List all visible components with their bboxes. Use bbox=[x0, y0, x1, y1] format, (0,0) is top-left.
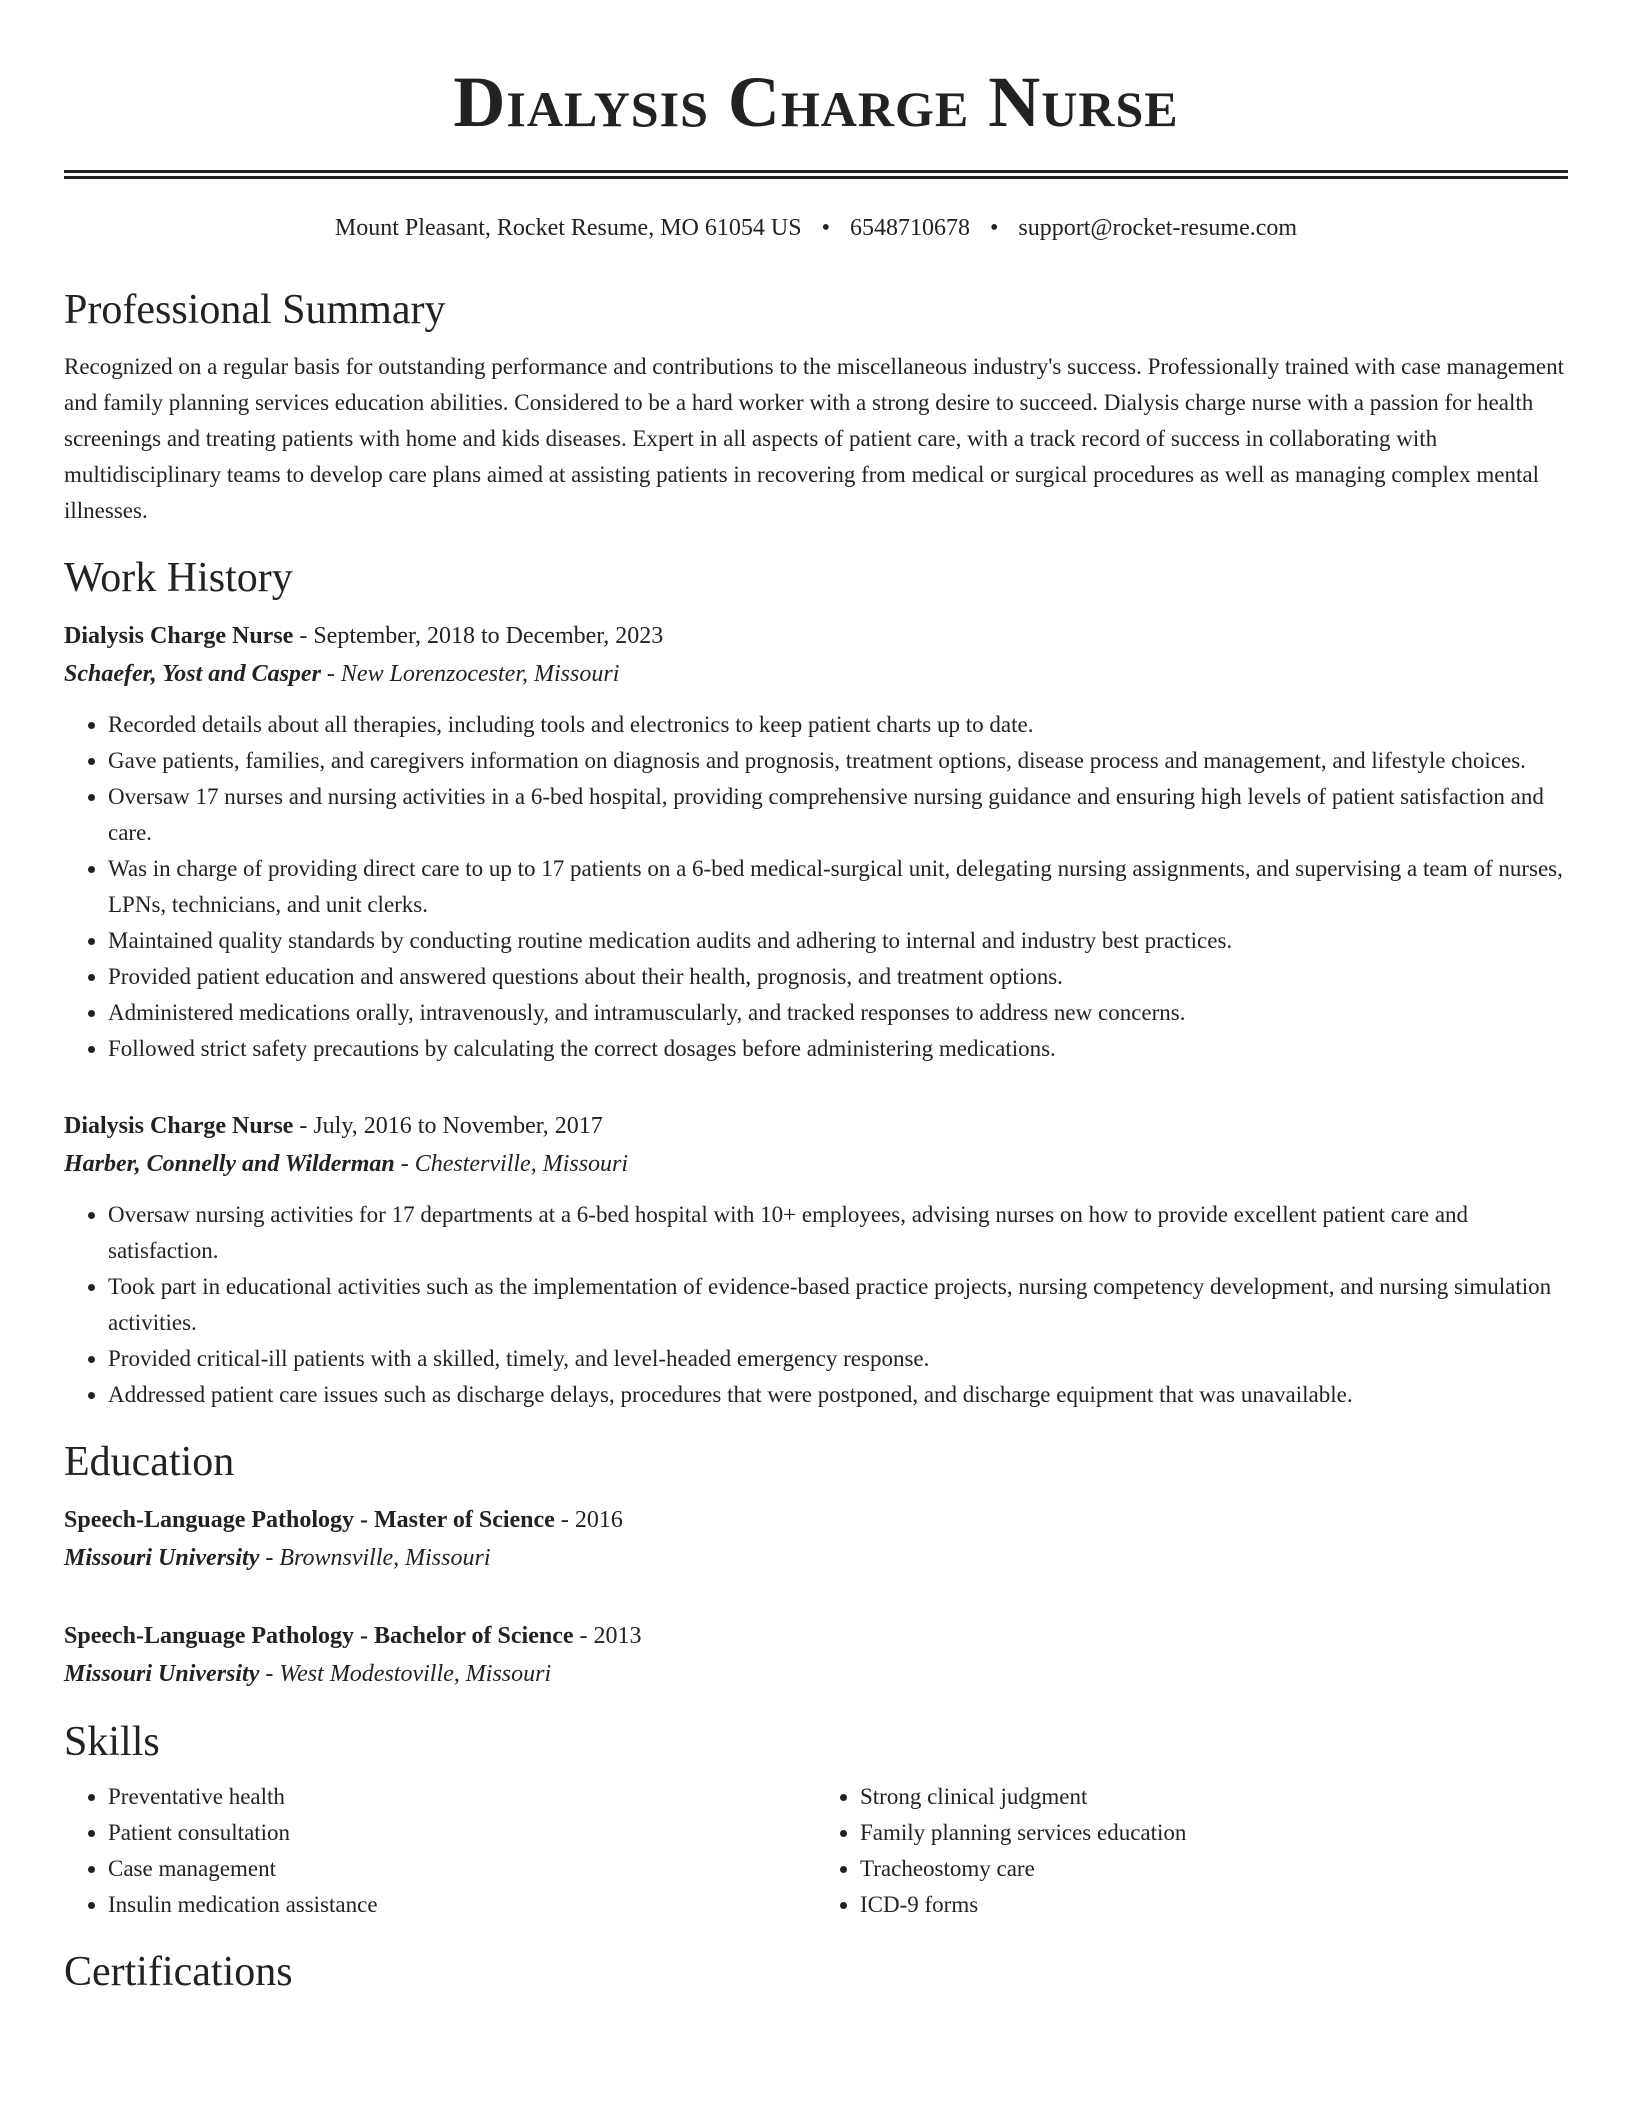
header-divider bbox=[64, 170, 1568, 179]
job-duty: • Followed strict safety precautions by calculating the correct dosages before administering medications. bbox=[108, 1031, 1568, 1067]
summary-heading: Professional Summary bbox=[64, 287, 446, 333]
job-title: Dialysis Charge Nurse bbox=[64, 1113, 294, 1139]
degree-year: - 2016 bbox=[554, 1507, 623, 1533]
job-employer: Schaefer, Yost and Casper bbox=[64, 661, 321, 687]
school-name: Missouri University bbox=[64, 1661, 260, 1687]
certifications-heading: Certifications bbox=[64, 1949, 293, 1995]
job-entry bbox=[64, 617, 1568, 1067]
job-title: Dialysis Charge Nurse bbox=[64, 623, 294, 649]
contact-phone: 6548710678 bbox=[849, 215, 970, 241]
skills-list-right bbox=[816, 1779, 1568, 1923]
skills-grid bbox=[64, 1779, 1568, 1923]
summary-text: Recognized on a regular basis for outstanding performance and contributions to the miscellaneous industry's success. Professionally trained with case management and family planning services education abilities. Considered to be a hard worker with a strong desire to succeed. Dialysis charge nurse with a passion for health screenings and treating patients with home and kids diseases. Expert in all aspects of patient care, with a track record of success in collaborating with multidisciplinary teams to develop care plans aimed at assisting patients in recovering from medical or surgical procedures as well as managing complex mental illnesses. bbox=[64, 354, 1565, 523]
certifications-section bbox=[64, 1947, 1568, 1997]
contact-address: Mount Pleasant, Rocket Resume, MO 61054 US bbox=[334, 215, 802, 241]
job-location: - New Lorenzocester, Missouri bbox=[320, 661, 620, 687]
job-duty: • Provided patient education and answered questions about their health, prognosis, and treatment options. bbox=[108, 959, 1568, 995]
education-entry bbox=[64, 1501, 1568, 1577]
skill-item: • Family planning services education bbox=[860, 1815, 1568, 1851]
contact-separator: • bbox=[989, 215, 999, 241]
job-duty: • Took part in educational activities such as the implementation of evidence-based practice projects, nursing competency development, and nursing simulation activities. bbox=[108, 1269, 1568, 1341]
work-history-section bbox=[64, 553, 1568, 1413]
job-employer-line bbox=[64, 1145, 1568, 1183]
job-duty: • Gave patients, families, and caregivers information on diagnosis and prognosis, treatment options, disease process and management, and lifestyle choices. bbox=[108, 743, 1568, 779]
skills-section bbox=[64, 1717, 1568, 1923]
job-dates: - September, 2018 to December, 2023 bbox=[293, 623, 664, 649]
skill-item: • Tracheostomy care bbox=[860, 1851, 1568, 1887]
job-duties-list bbox=[64, 707, 1568, 1067]
education-entry bbox=[64, 1617, 1568, 1693]
job-entry bbox=[64, 1107, 1568, 1413]
contact-separator: • bbox=[821, 215, 830, 241]
skill-item: • Preventative health bbox=[108, 1779, 816, 1815]
job-duty: • Maintained quality standards by conducting routine medication audits and adhering to internal and industry best practices. bbox=[108, 923, 1568, 959]
school-line bbox=[64, 1655, 1568, 1693]
work-history-heading: Work History bbox=[64, 555, 293, 601]
skill-item: • Patient consultation bbox=[108, 1815, 816, 1851]
job-title-line bbox=[64, 1107, 1568, 1145]
job-duty: • Oversaw 17 nurses and nursing activities in a 6-bed hospital, providing comprehensive nursing guidance and ensuring high levels of patient satisfaction and care. bbox=[108, 779, 1568, 851]
contact-email: support@rocket-resume.com bbox=[1018, 215, 1298, 241]
job-employer-line bbox=[64, 655, 1568, 693]
job-duties-list bbox=[64, 1197, 1568, 1413]
skill-item: • Case management bbox=[108, 1851, 816, 1887]
degree-line bbox=[64, 1617, 1568, 1655]
school-location: - West Modestoville, Missouri bbox=[259, 1661, 552, 1687]
degree-line bbox=[64, 1501, 1568, 1539]
summary-section bbox=[64, 285, 1568, 529]
skill-item: • Insulin medication assistance bbox=[108, 1887, 816, 1923]
job-dates: - July, 2016 to November, 2017 bbox=[293, 1113, 603, 1139]
degree-title: Speech-Language Pathology - Bachelor of Science bbox=[64, 1623, 574, 1649]
skill-item: • ICD-9 forms bbox=[860, 1887, 1568, 1923]
job-duty: • Was in charge of providing direct care to up to 17 patients on a 6-bed medical-surgical unit, delegating nursing assignments, and supervising a team of nurses, LPNs, technicians, and unit clerks. bbox=[108, 851, 1568, 923]
job-title-line bbox=[64, 617, 1568, 655]
degree-title: Speech-Language Pathology - Master of Science bbox=[64, 1507, 555, 1533]
school-location: - Brownsville, Missouri bbox=[259, 1545, 491, 1571]
job-duty: • Administered medications orally, intravenously, and intramuscularly, and tracked responses to address new concerns. bbox=[108, 995, 1568, 1031]
job-location: - Chesterville, Missouri bbox=[394, 1151, 629, 1177]
school-line bbox=[64, 1539, 1568, 1577]
job-duty: • Addressed patient care issues such as discharge delays, procedures that were postponed, and discharge equipment that was unavailable. bbox=[108, 1377, 1568, 1413]
job-employer: Harber, Connelly and Wilderman bbox=[64, 1151, 395, 1177]
skills-list-left bbox=[64, 1779, 816, 1923]
degree-year: - 2013 bbox=[573, 1623, 642, 1649]
job-duty: • Recorded details about all therapies, including tools and electronics to keep patient charts up to date. bbox=[108, 707, 1568, 743]
school-name: Missouri University bbox=[64, 1545, 260, 1571]
job-duty: • Provided critical-ill patients with a skilled, timely, and level-headed emergency response. bbox=[108, 1341, 1568, 1377]
skill-item: • Strong clinical judgment bbox=[860, 1779, 1568, 1815]
contact-line bbox=[64, 213, 1568, 243]
education-heading: Education bbox=[64, 1439, 235, 1485]
skills-heading: Skills bbox=[64, 1719, 160, 1765]
education-section bbox=[64, 1437, 1568, 1693]
resume-name: Dialysis Charge Nurse bbox=[453, 62, 1179, 142]
job-duty: • Oversaw nursing activities for 17 departments at a 6-bed hospital with 10+ employees, advising nurses on how to provide excellent patient care and satisfaction. bbox=[108, 1197, 1568, 1269]
